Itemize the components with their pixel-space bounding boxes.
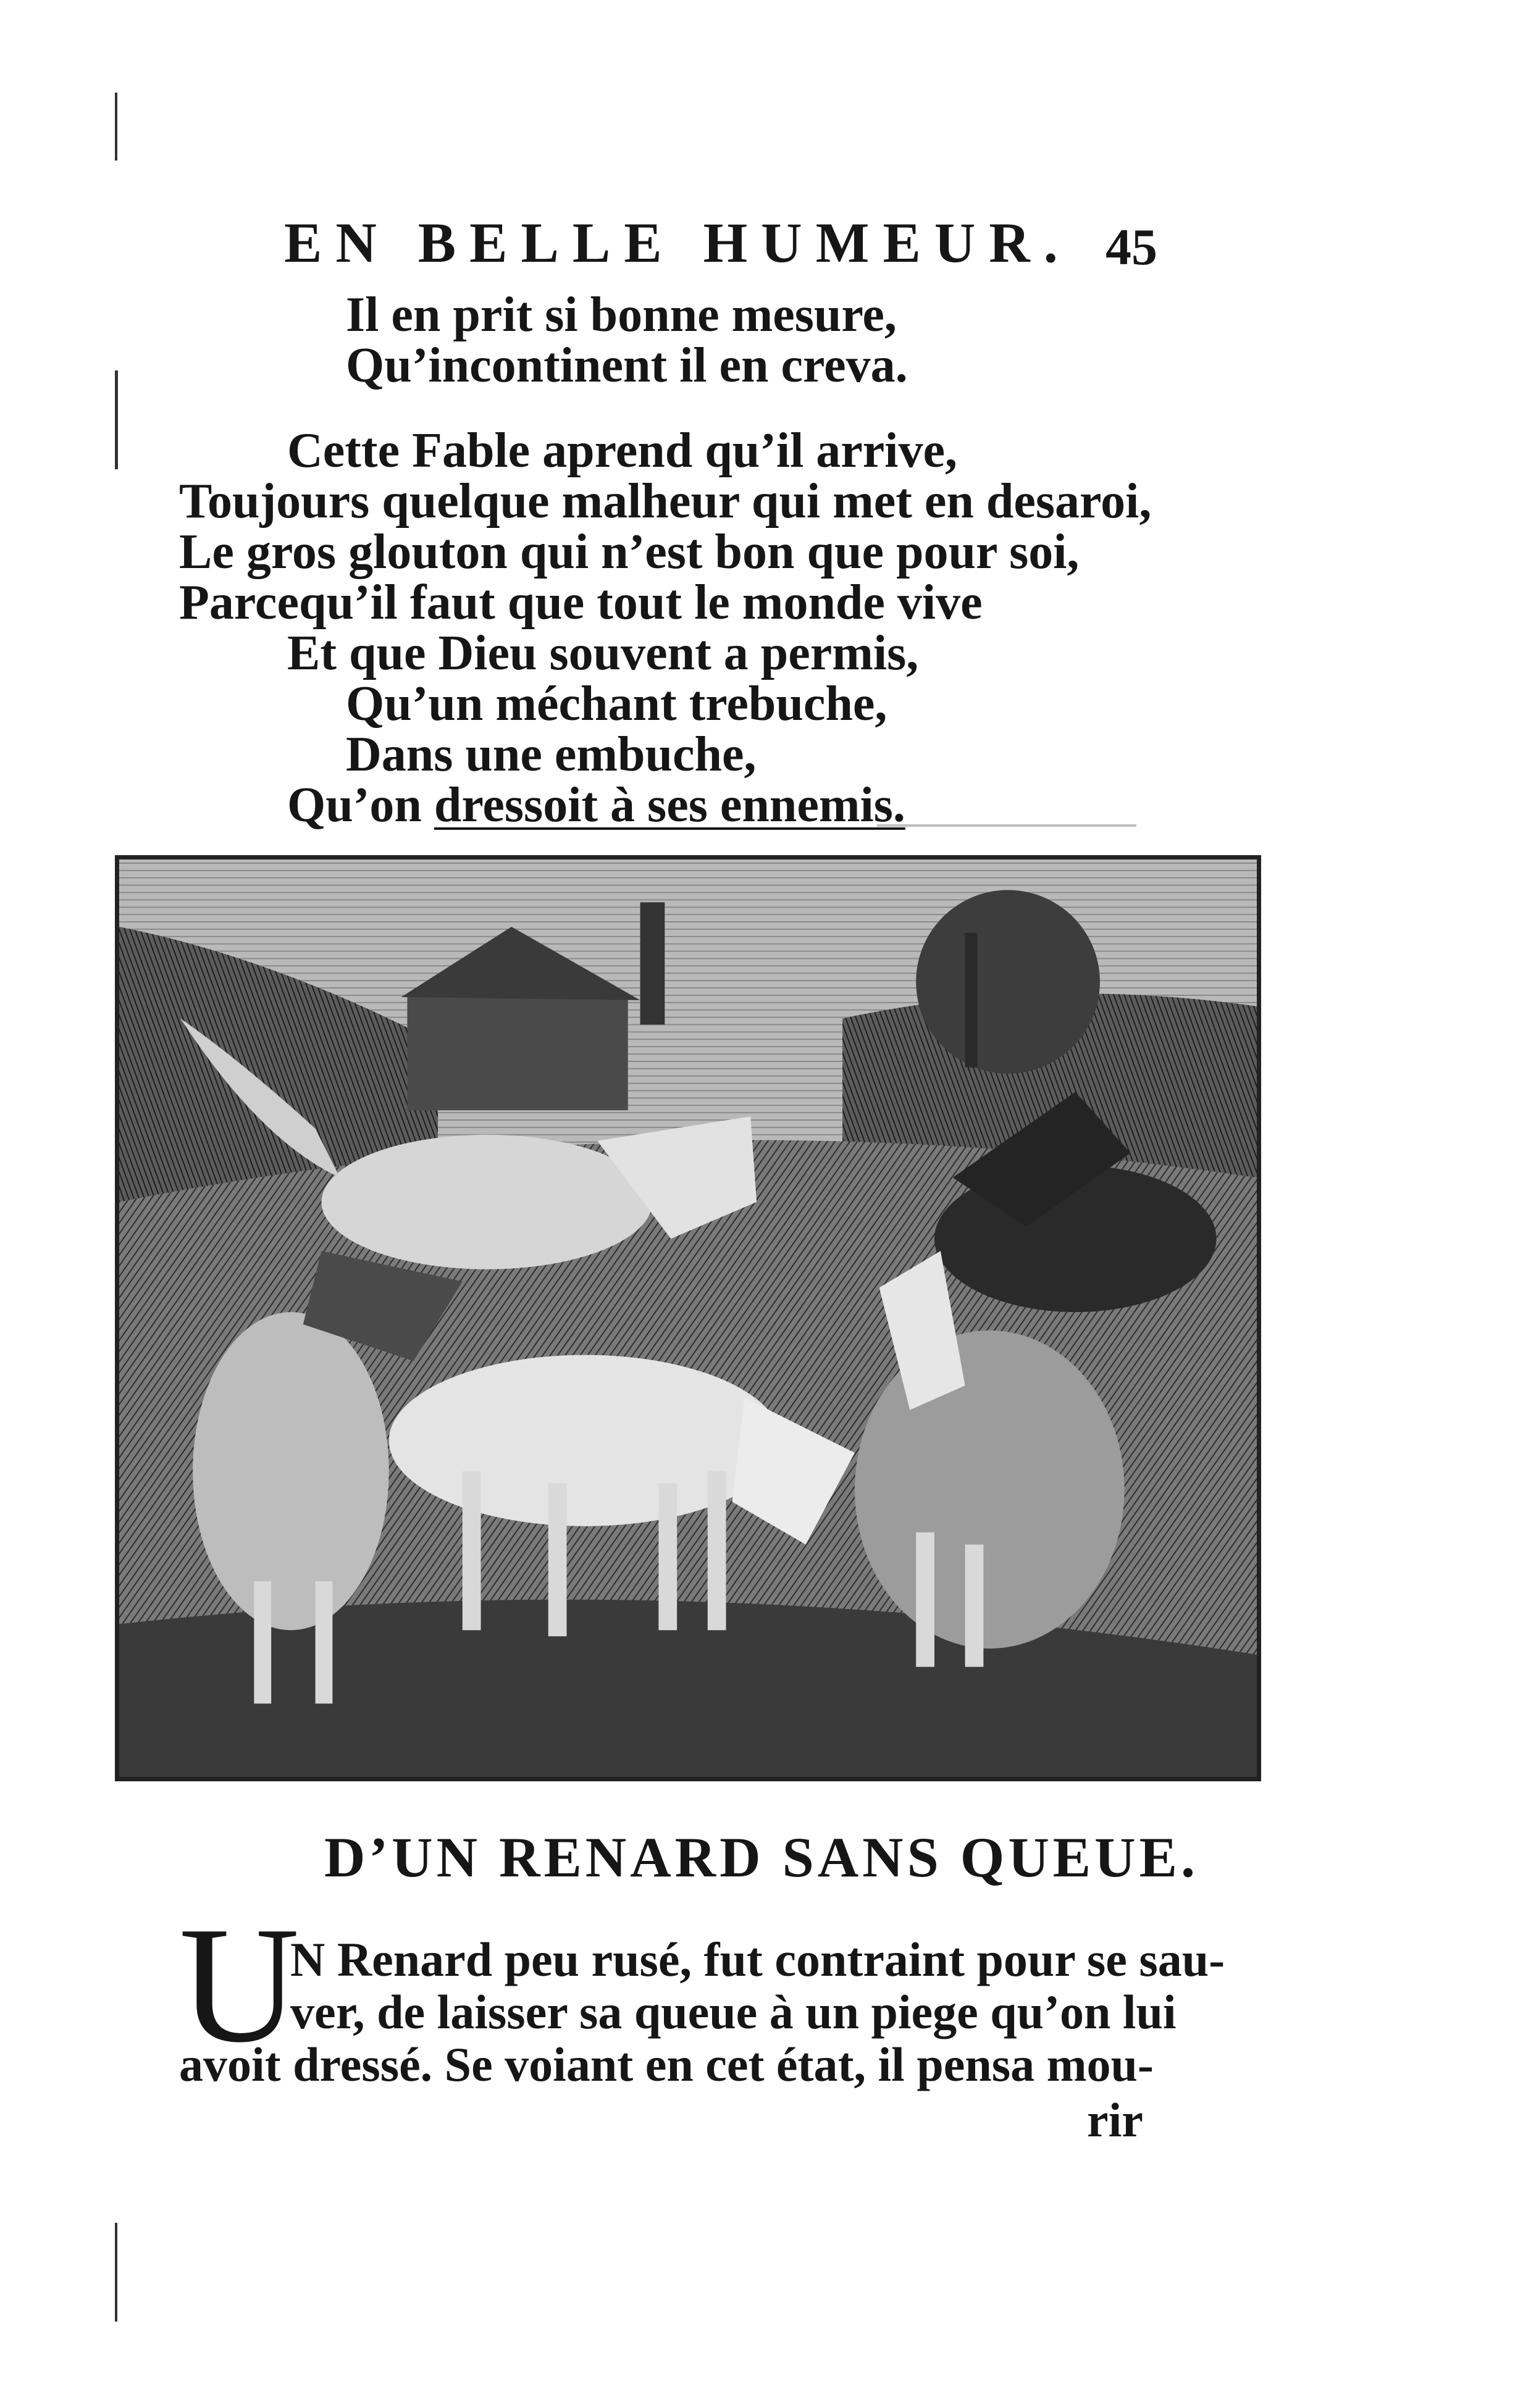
moral-line: Toujours quelque malheur qui met en desaroi,: [179, 474, 1152, 529]
running-title: EN BELLE HUMEUR.: [284, 211, 1072, 274]
moral-last-underlined: dressoit à ses ennemis.: [434, 778, 905, 832]
moral-line: Dans une embuche,: [346, 727, 757, 782]
prose-line: ver, de laisser sa queue à un piege qu’on lui: [290, 1985, 1177, 2039]
moral-line: Qu’un méchant trebuche,: [346, 677, 887, 731]
fox-left-standing: [193, 1312, 389, 1630]
moral-line-last: [287, 780, 905, 830]
fox-engraving-illustration: [115, 855, 1261, 1781]
margin-rule-top: [115, 93, 117, 161]
catchword: rir: [1087, 2093, 1143, 2147]
verse-line: Qu’incontinent il en creva.: [346, 338, 908, 393]
moral-last-lead: Qu’on: [287, 778, 434, 832]
moral-line: Cette Fable aprend qu’il arrive,: [287, 424, 958, 478]
moral-line: Le gros glouton qui n’est bon que pour soi,: [179, 525, 1080, 579]
fox-back-left: [322, 1135, 653, 1269]
chimney: [640, 902, 665, 1024]
fox-right-sitting: [855, 1331, 1125, 1649]
cottage: [407, 994, 627, 1110]
moral-line: Parcequ’il faut que tout le monde vive: [179, 575, 983, 630]
prose-line: avoit dressé. Se voiant en cet état, il pensa mou-: [179, 2038, 1154, 2091]
drop-cap: U: [179, 1892, 300, 2077]
margin-rule-mid: [115, 370, 118, 469]
dashed-rule: [877, 824, 1136, 827]
moral-line: Et que Dieu souvent a permis,: [287, 626, 919, 680]
section-title: D’UN RENARD SANS QUEUE.: [324, 1826, 1199, 1889]
verse-line: Il en prit si bonne mesure,: [346, 288, 897, 342]
page-number: 45: [1106, 219, 1157, 276]
margin-rule-bottom: [115, 2223, 117, 2322]
tree-trunk: [965, 933, 978, 1068]
engraving-svg: [119, 859, 1257, 1777]
tree: [916, 890, 1100, 1074]
prose-line: N Renard peu rusé, fut contraint pour se sau-: [290, 1933, 1225, 1986]
